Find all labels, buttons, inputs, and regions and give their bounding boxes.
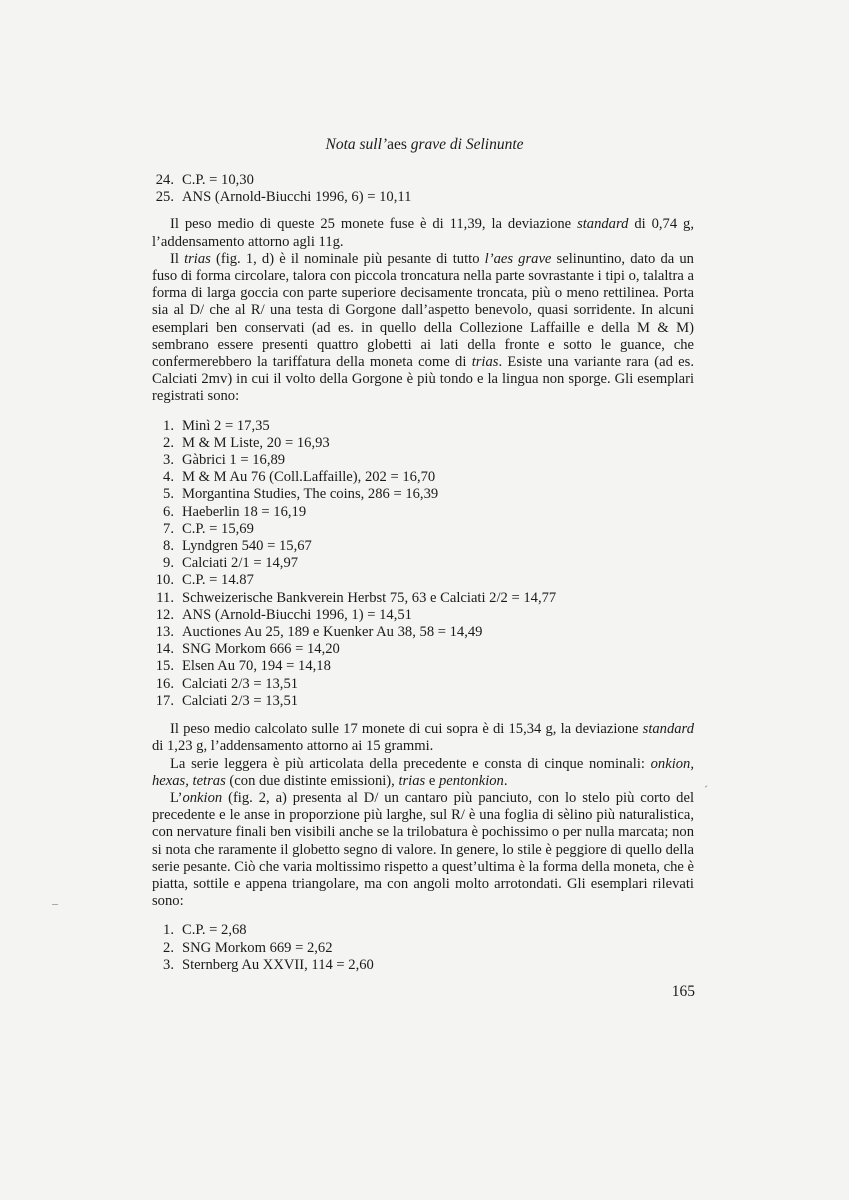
- text-run: (fig. 1, d) è il nominale più pesante di tutto: [210, 250, 485, 267]
- item-number: 1.: [163, 417, 174, 434]
- text-run-italic: standard: [642, 721, 694, 738]
- list-item: [152, 189, 694, 206]
- paragraph-trias: [152, 251, 694, 406]
- item-number: 6.: [163, 503, 174, 520]
- list-item: [152, 590, 694, 607]
- list-item: [152, 504, 694, 521]
- text-run: di 1,23 g, l’addensamento attorno ai 15 grammi.: [152, 738, 434, 755]
- body-text: [152, 172, 694, 974]
- running-head-roman: aes: [387, 136, 407, 153]
- item-number: 10.: [155, 572, 174, 589]
- item-number: 13.: [155, 624, 174, 641]
- text-run: La serie leggera è più articolata della precedente e consta di cinque nominali:: [170, 755, 651, 772]
- paragraph-light-series: [152, 756, 694, 790]
- list-onkion: [152, 922, 694, 974]
- item-text: Lyndgren 540 = 15,67: [182, 538, 312, 555]
- item-number: 12.: [155, 606, 174, 623]
- item-number: 17.: [155, 692, 174, 709]
- item-text: Gàbrici 1 = 16,89: [182, 452, 286, 469]
- text-run-italic: l’aes grave: [484, 250, 552, 267]
- item-text: Sternberg Au XXVII, 114 = 2,60: [182, 956, 374, 973]
- item-number: 2.: [163, 434, 174, 451]
- item-text: Haeberlin 18 = 16,19: [182, 503, 307, 520]
- text-run: e: [425, 772, 439, 789]
- list-item: [152, 521, 694, 538]
- running-head-part: Nota sull’: [325, 136, 388, 153]
- item-number: 5.: [163, 486, 174, 503]
- list-item: [152, 624, 694, 641]
- list-item: [152, 658, 694, 675]
- scan-speck: ˊ: [704, 783, 708, 797]
- item-number: 3.: [163, 956, 174, 973]
- list-item: [152, 676, 694, 693]
- text-run-italic: onkion: [182, 789, 223, 806]
- item-text: Auctiones Au 25, 189 e Kuenker Au 38, 58 = 14,49: [182, 624, 483, 641]
- item-number: 7.: [163, 520, 174, 537]
- item-number: 1.: [163, 922, 174, 939]
- list-item: [152, 922, 694, 939]
- list-item: [152, 538, 694, 555]
- item-text: C.P. = 10,30: [182, 172, 254, 188]
- text-run: Il peso medio di queste 25 monete fuse è di 11,39, la deviazione: [170, 216, 578, 233]
- text-run: (fig. 2, a) presenta al D/ un cantaro più panciuto, con lo stelo più corto del precedente e le anse in proporzione più larghe, sul R/ è una foglia di sèlino più naturalistica, con nervature finali ben visibili anche se la trilobatura è pochissimo o per nulla marcata; non si nota che raramente il globetto segno di valore. In genere, lo stile è peggiore di quello della serie pesante. Ciò che varia moltissimo rispetto a quest’ultima è la forma della moneta, che è piatta, sottile e appena triangolare, ma con angoli molto arrotondati. Gli esemplari rilevati sono:: [152, 789, 694, 910]
- text-run-italic: trias: [398, 772, 426, 789]
- text-run-italic: trias: [471, 354, 499, 371]
- running-head-part: grave di Selinunte: [406, 136, 524, 153]
- item-text: ANS (Arnold-Biucchi 1996, 1) = 14,51: [182, 606, 412, 623]
- item-text: C.P. = 15,69: [182, 520, 254, 537]
- item-number: 8.: [163, 538, 174, 555]
- list-item: [152, 572, 694, 589]
- item-text: Calciati 2/3 = 13,51: [182, 692, 299, 709]
- item-text: SNG Morkom 669 = 2,62: [182, 939, 333, 956]
- item-number: 24.: [155, 172, 174, 188]
- text-run-italic: pentonkion: [439, 772, 504, 789]
- text-run: di 0,74 g, l’addensamento attorno agli 11g.: [152, 216, 695, 250]
- item-number: 14.: [155, 641, 174, 658]
- item-text: Calciati 2/3 = 13,51: [182, 675, 299, 692]
- text-run: . Esiste una variante rara (ad es. Calciati 2mv) in cui il volto della Gorgone è più tondo e la lingua non sporge. Gli esemplari registrati sono:: [152, 354, 694, 405]
- item-text: SNG Morkom 666 = 14,20: [182, 641, 340, 658]
- list-item: [152, 435, 694, 452]
- item-text: C.P. = 14.87: [182, 572, 254, 589]
- text-run: L’: [170, 789, 183, 806]
- paragraph-mean-weight-heavy: [152, 216, 694, 250]
- list-item: [152, 452, 694, 469]
- list-item: [152, 172, 694, 189]
- list-item: [152, 418, 694, 435]
- running-head: [0, 136, 849, 154]
- item-text: ANS (Arnold-Biucchi 1996, 6) = 10,11: [182, 189, 412, 206]
- item-number: 4.: [163, 469, 174, 486]
- list-item: [152, 607, 694, 624]
- text-run-italic: onkion, hexas, tetras: [152, 755, 694, 789]
- list-item: [152, 641, 694, 658]
- item-text: C.P. = 2,68: [182, 922, 247, 939]
- text-run: (con due distinte emissioni),: [225, 772, 399, 789]
- paragraph-onkion: [152, 790, 694, 910]
- item-number: 9.: [163, 555, 174, 572]
- text-run-italic: trias: [184, 250, 211, 267]
- item-number: 25.: [155, 189, 174, 206]
- list-trias: [152, 418, 694, 710]
- item-text: Elsen Au 70, 194 = 14,18: [182, 658, 331, 675]
- paragraph-mean-weight-trias: [152, 721, 694, 755]
- text-run: Il: [170, 250, 185, 267]
- item-number: 2.: [163, 939, 174, 956]
- item-text: Morgantina Studies, The coins, 286 = 16,39: [182, 486, 439, 503]
- list-item: [152, 957, 694, 974]
- item-text: M & M Au 76 (Coll.Laffaille), 202 = 16,70: [182, 469, 436, 486]
- item-number: 11.: [156, 589, 174, 606]
- list-item: [152, 940, 694, 957]
- item-text: M & M Liste, 20 = 16,93: [182, 434, 330, 451]
- text-run: selinuntino, dato da un fuso di forma circolare, talora con piccola troncatura nella parte sovrastante i tipi o, talaltra a forma di larga goccia con parte superiore decisamente troncata, più o meno rettilinea. Porta sia al D/ che al R/ una testa di Gorgone dall’aspetto benevolo, quasi sorridente. In alcuni esemplari ben conservati (ad es. in quello della Collezione Laffaille e della M & M) sembrano essere presenti quattro globetti ai lati della fronte e sotto le guance, che confermerebbero la tariffatura della moneta come di: [152, 250, 694, 371]
- text-run-italic: standard: [577, 216, 629, 233]
- list-top: [152, 172, 694, 206]
- item-number: 16.: [155, 675, 174, 692]
- item-text: Minì 2 = 17,35: [182, 417, 270, 434]
- list-item: [152, 555, 694, 572]
- list-item: [152, 469, 694, 486]
- item-text: Schweizerische Bankverein Herbst 75, 63 e Calciati 2/2 = 14,77: [182, 589, 557, 606]
- item-number: 3.: [163, 452, 174, 469]
- text-run: .: [503, 772, 508, 789]
- list-item: [152, 486, 694, 503]
- item-number: 15.: [155, 658, 174, 675]
- list-item: [152, 693, 694, 710]
- item-text: Calciati 2/1 = 14,97: [182, 555, 299, 572]
- page-number: 165: [671, 983, 695, 1000]
- text-run: Il peso medio calcolato sulle 17 monete di cui sopra è di 15,34 g, la deviazione: [170, 721, 643, 738]
- scan-speck: –: [52, 896, 58, 910]
